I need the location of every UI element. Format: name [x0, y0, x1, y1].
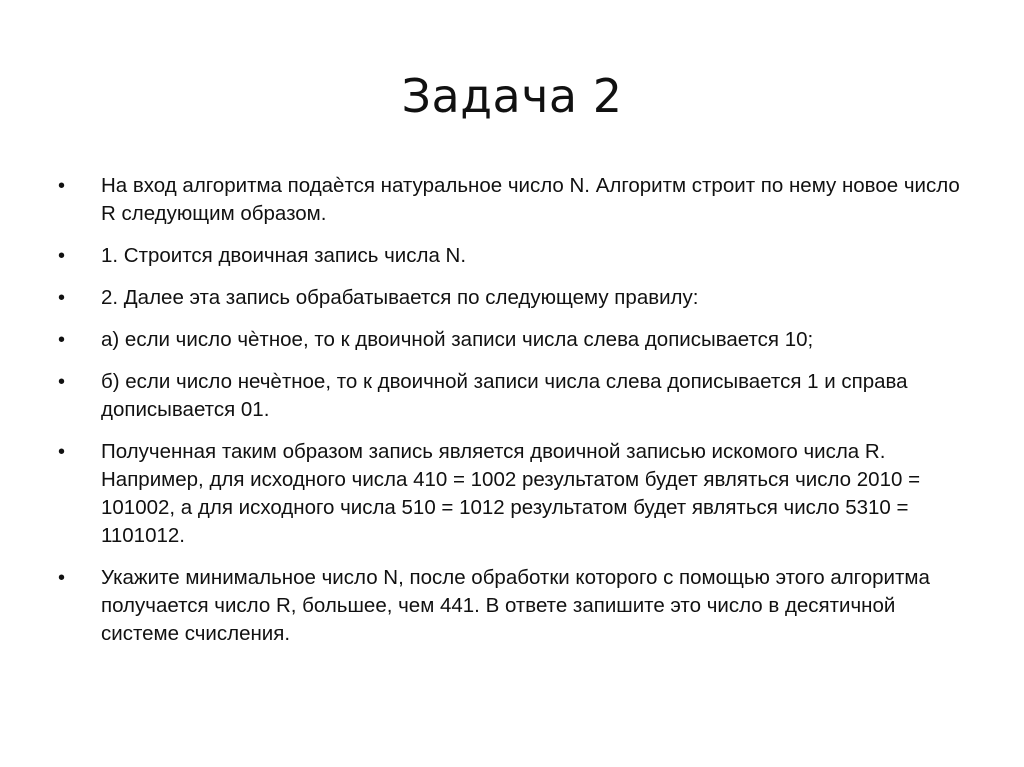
bullet-item: [56, 564, 976, 648]
bullet-item: [56, 242, 976, 270]
bullet-text: б) если число нечѐтное, то к двоичной записи числа слева дописывается 1 и справа дописывается 01.: [101, 370, 908, 421]
bullet-text: Укажите минимальное число N, после обработки которого с помощью этого алгоритма получается число R, большее, чем 441. В ответе запишите это число в десятичной системе счисления.: [101, 566, 930, 645]
bullet-dot-icon: •: [58, 245, 66, 267]
bullet-item: [56, 326, 976, 354]
slide-title: Задача 2: [401, 69, 623, 123]
bullet-item: [56, 172, 976, 228]
bullet-dot-icon: •: [58, 441, 66, 463]
bullet-item: [56, 438, 976, 550]
bullet-dot-icon: •: [58, 287, 66, 309]
bullet-text: 1. Строится двоичная запись числа N.: [101, 244, 467, 267]
bullet-dot-icon: •: [58, 567, 66, 589]
bullet-dot-icon: •: [58, 329, 66, 351]
bullet-item: [56, 368, 976, 424]
bullet-dot-icon: •: [58, 175, 66, 197]
bullet-text: На вход алгоритма подаѐтся натуральное число N. Алгоритм строит по нему новое число R следующим образом.: [101, 174, 960, 225]
bullet-list: [56, 172, 976, 662]
bullet-text: а) если число чѐтное, то к двоичной записи числа слева дописывается 10;: [101, 328, 814, 351]
bullet-item: [56, 284, 976, 312]
bullet-text: Полученная таким образом запись является двоичной записью искомого числа R. Например, для исходного числа 410 = 1002 результатом будет являться число 2010 = 101002, а для исходного числа 510 = 1012 результатом будет являться число 5310 = 1101012.: [101, 440, 921, 547]
bullet-text: 2. Далее эта запись обрабатывается по следующему правилу:: [101, 286, 699, 309]
bullet-dot-icon: •: [58, 371, 66, 393]
